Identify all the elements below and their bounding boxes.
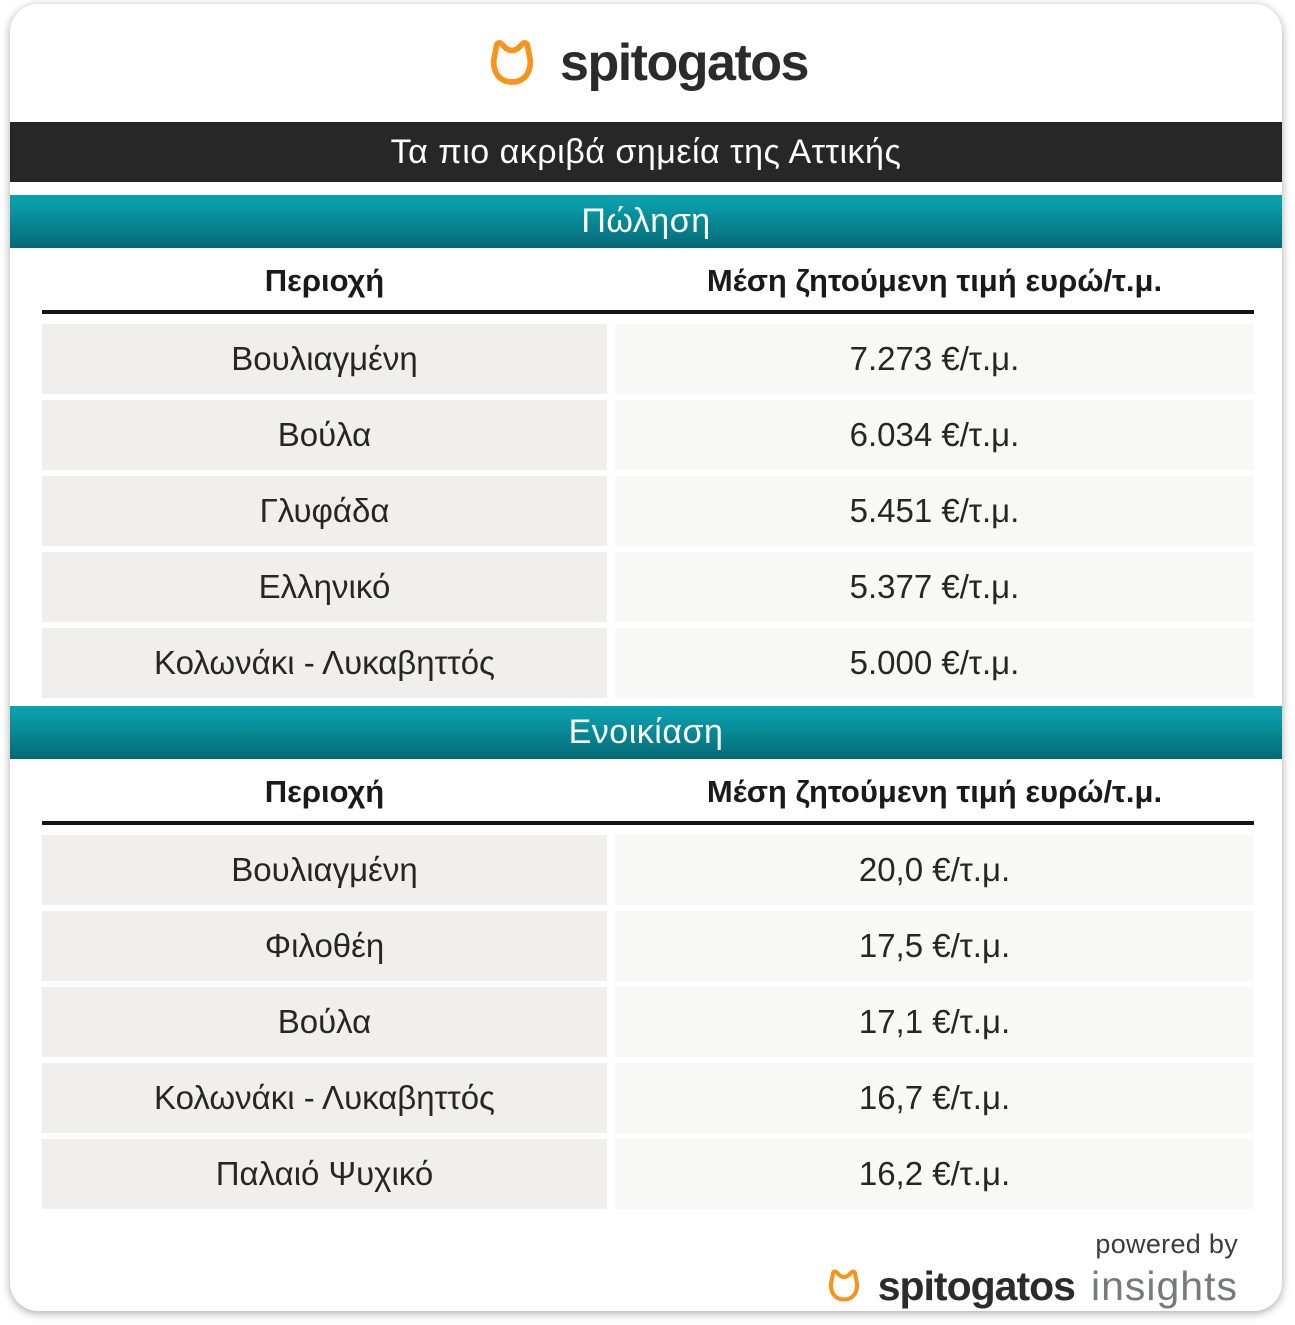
column-header-area: Περιοχή [264, 774, 385, 809]
column-header-price: Μέση ζητούμενη τιμή ευρώ/τ.μ. [706, 774, 1163, 809]
column-divider [607, 774, 615, 810]
title-bar [10, 122, 1282, 182]
column-header-area: Περιοχή [264, 263, 385, 298]
area-cell: Γλυφάδα [42, 476, 607, 546]
cell-divider [607, 835, 615, 905]
price-cell: 5.451 €/τ.μ. [615, 476, 1254, 546]
table-row [42, 1063, 1254, 1133]
cell-divider [607, 476, 615, 546]
table-row [42, 911, 1254, 981]
price-cell: 5.000 €/τ.μ. [615, 628, 1254, 698]
price-cell: 16,2 €/τ.μ. [615, 1139, 1254, 1209]
cell-divider [607, 911, 615, 981]
table-row [42, 1139, 1254, 1209]
cell-divider [607, 400, 615, 470]
section-bar-rent [10, 706, 1282, 759]
cell-divider [607, 552, 615, 622]
price-cell: 17,5 €/τ.μ. [615, 911, 1254, 981]
footer [10, 1229, 1238, 1310]
section-label-rent: Ενοικίαση [568, 713, 724, 751]
area-cell: Κολωνάκι - Λυκαβηττός [42, 1063, 607, 1133]
footer-insights-label: insights [1090, 1263, 1238, 1309]
cell-divider [607, 628, 615, 698]
powered-by-label: powered by [1095, 1229, 1238, 1259]
column-divider [607, 263, 615, 299]
brand-wordmark: spitogatos [560, 34, 808, 92]
sale-table-body [42, 324, 1254, 698]
price-cell: 16,7 €/τ.μ. [615, 1063, 1254, 1133]
table-row [42, 400, 1254, 470]
area-cell: Ελληνικό [42, 552, 607, 622]
table-row [42, 324, 1254, 394]
sale-table [42, 248, 1254, 698]
area-cell: Βουλιαγμένη [42, 835, 607, 905]
area-cell: Κολωνάκι - Λυκαβηττός [42, 628, 607, 698]
price-cell: 17,1 €/τ.μ. [615, 987, 1254, 1057]
area-cell: Φιλοθέη [42, 911, 607, 981]
column-header-price: Μέση ζητούμενη τιμή ευρώ/τ.μ. [706, 263, 1163, 298]
brand-header [10, 4, 1282, 122]
cell-divider [607, 1139, 615, 1209]
price-cell: 6.034 €/τ.μ. [615, 400, 1254, 470]
cat-head-icon [484, 35, 540, 92]
page-title: Τα πιο ακριβά σημεία της Αττικής [390, 132, 902, 171]
area-cell: Βούλα [42, 987, 607, 1057]
price-cell: 7.273 €/τ.μ. [615, 324, 1254, 394]
rent-table [42, 759, 1254, 1209]
cell-divider [607, 1063, 615, 1133]
area-cell: Βούλα [42, 400, 607, 470]
table-row [42, 552, 1254, 622]
cat-head-icon [824, 1266, 864, 1308]
price-cell: 5.377 €/τ.μ. [615, 552, 1254, 622]
table-row [42, 476, 1254, 546]
footer-brand-wordmark: spitogatos [877, 1263, 1075, 1309]
cell-divider [607, 324, 615, 394]
section-bar-sale [10, 195, 1282, 248]
sale-table-header [42, 248, 1254, 314]
rent-table-header [42, 759, 1254, 825]
table-row [42, 628, 1254, 698]
table-row [42, 987, 1254, 1057]
area-cell: Βουλιαγμένη [42, 324, 607, 394]
footer-brand [824, 1263, 1238, 1310]
table-row [42, 835, 1254, 905]
section-label-sale: Πώληση [581, 202, 711, 240]
cell-divider [607, 987, 615, 1057]
price-cell: 20,0 €/τ.μ. [615, 835, 1254, 905]
infographic-card [10, 4, 1282, 1311]
rent-table-body [42, 835, 1254, 1209]
area-cell: Παλαιό Ψυχικό [42, 1139, 607, 1209]
